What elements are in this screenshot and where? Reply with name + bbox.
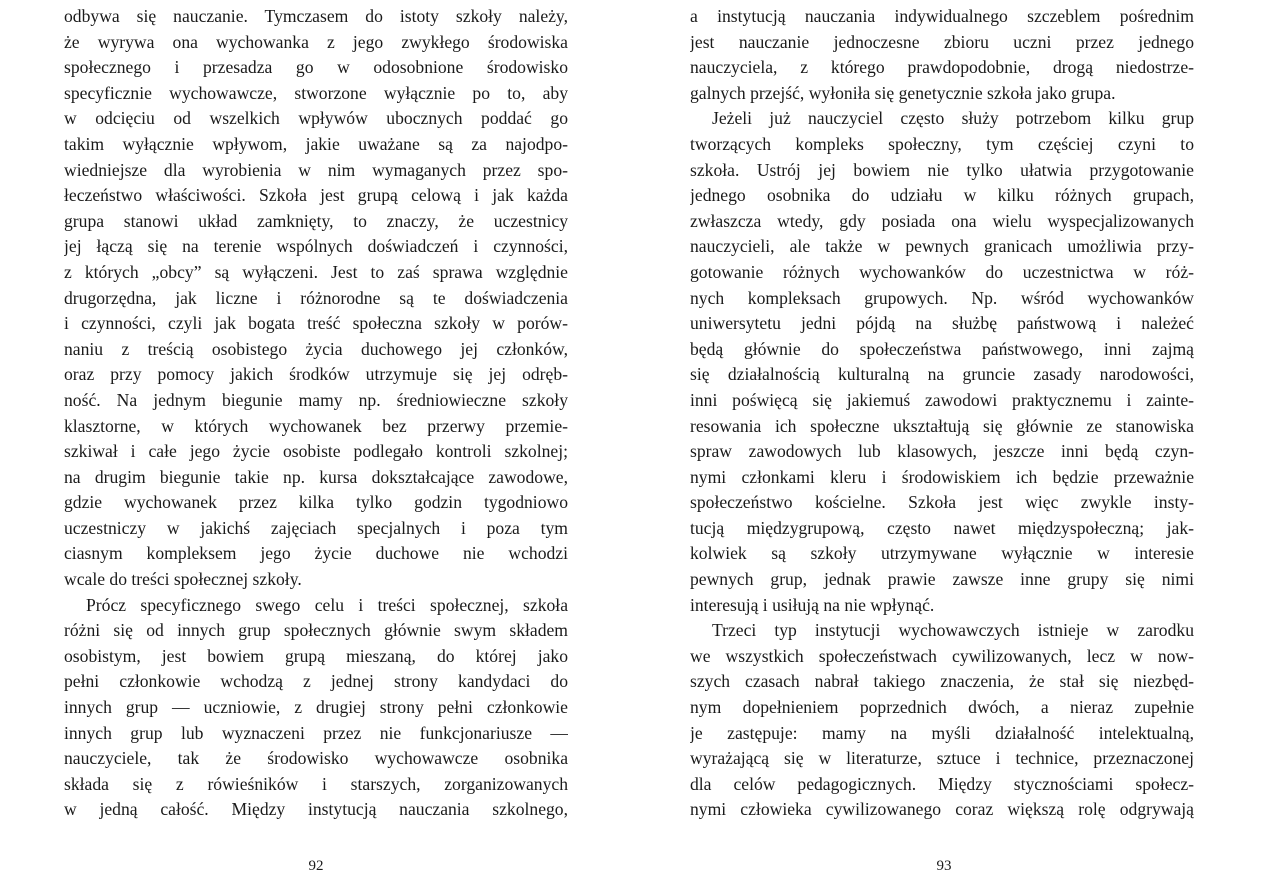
text-line: w jedną całość. Między instytucją nauczania szkolnego, bbox=[64, 799, 568, 820]
text-line: składa się z rówieśników i starszych, zorganizowanych bbox=[64, 773, 568, 794]
text-line: innych grup lub wyznaczeni przez nie funkcjonariusze — bbox=[64, 722, 568, 743]
text-line: ciasnym kompleksem jego życie duchowe nie wchodzi bbox=[64, 543, 568, 564]
text-line: i czynności, czyli jak bogata treść społeczna szkoły w porów- bbox=[64, 313, 568, 334]
right-page bbox=[632, 0, 1263, 893]
text-line: szkoła. Ustrój jej bowiem nie tylko ułatwia przygotowanie bbox=[690, 159, 1194, 180]
right-page-number: 93 bbox=[936, 858, 952, 874]
text-line: oraz przy pomocy jakich środków utrzymuje się jej odręb- bbox=[64, 364, 568, 385]
text-line: spraw zawodowych lub klasowych, jeszcze inni będą czyn- bbox=[690, 441, 1194, 462]
text-line: łeczeństwo właściwości. Szkoła jest grupą celową i jak każda bbox=[64, 185, 568, 206]
text-line: a instytucją nauczania indywidualnego szczeblem pośrednim bbox=[690, 6, 1194, 26]
text-line: nymi członkami kleru i środowiskiem ich będzie przeważnie bbox=[690, 466, 1194, 487]
text-line: na drugim biegunie takie np. kursa dokształcające zawodowe, bbox=[64, 466, 568, 487]
text-line: że wyrywa ona wychowanka z jego zwykłego środowiska bbox=[64, 31, 568, 52]
text-line: ność. Na jednym biegunie mamy np. średniowieczne szkoły bbox=[64, 389, 568, 410]
text-line: grupa stanowi układ zamknięty, to znaczy, że uczestnicy bbox=[64, 210, 568, 231]
text-line: z których „obcy” są wyłączeni. Jest to zaś sprawa względnie bbox=[64, 261, 568, 282]
text-line: jednego osobnika do udziału w kilku różnych grupach, bbox=[690, 185, 1194, 206]
text-line: Trzeci typ instytucji wychowawczych istnieje w zarodku bbox=[712, 620, 1194, 641]
text-line: uniwersytetu jedni pójdą na służbę państwową i należeć bbox=[690, 313, 1194, 334]
text-line: drugorzędna, jak liczne i różnorodne są te doświadczenia bbox=[64, 287, 568, 308]
text-line: osobistym, jest bowiem grupą mieszaną, do której jako bbox=[64, 645, 568, 666]
text-line: uczestniczy w jakichś zajęciach specjalnych i poza tym bbox=[64, 517, 568, 538]
text-line: takim wyłącznie wpływom, jakie uważane są za najodpo- bbox=[64, 133, 568, 154]
text-line: nauczycieli, ale także w pewnych granicach umożliwia przy- bbox=[690, 236, 1194, 257]
text-line: tworzących kompleks społeczny, tym częściej czyni to bbox=[690, 133, 1194, 154]
text-line: specyficznie wychowawcze, stworzone wyłącznie po to, aby bbox=[64, 82, 568, 103]
text-line: tucją międzygrupową, często nawet międzyspołeczną; jak- bbox=[690, 517, 1194, 538]
left-page-number: 92 bbox=[308, 858, 324, 874]
text-line: jest nauczanie jednoczesne zbioru uczni przez jednego bbox=[690, 31, 1194, 52]
text-line: różni się od innych grup społecznych głównie swym składem bbox=[64, 620, 568, 641]
text-line: wyrażającą się w literaturze, sztuce i technice, przeznaczonej bbox=[690, 748, 1194, 769]
text-line: Jeżeli już nauczyciel często służy potrzebom kilku grup bbox=[712, 108, 1194, 129]
text-line: szych czasach nabrał takiego znaczenia, że stał się niezbęd- bbox=[690, 671, 1194, 692]
text-line: nauczyciela, z którego prawdopodobnie, drogą niedostrze- bbox=[690, 57, 1194, 78]
text-line: je zastępuje: mamy na myśli działalność intelektualną, bbox=[690, 722, 1194, 743]
text-line: szkiwał i całe jego życie osobiste podlegało kontroli szkolnej; bbox=[64, 441, 568, 462]
text-line: klasztorne, w których wychowanek bez przerwy przemie- bbox=[64, 415, 568, 436]
text-line: społecznego i przesadza go w odosobnione środowisko bbox=[64, 57, 568, 78]
text-line: nauczyciele, tak że środowisko wychowawcze osobnika bbox=[64, 748, 568, 769]
text-line: interesują i usiłują na nie wpłynąć. bbox=[690, 594, 935, 615]
text-line: dla celów pedagogicznych. Między stycznościami społecz- bbox=[690, 773, 1194, 794]
text-line: wiedniejsze dla wyrobienia w nim wymaganych przez spo- bbox=[64, 159, 568, 180]
text-line: inni poświęcą się jakiemuś zawodowi praktycznemu i zainte- bbox=[690, 389, 1194, 410]
right-page-text bbox=[690, 4, 1194, 823]
left-page-text bbox=[64, 4, 568, 823]
text-line: odbywa się nauczanie. Tymczasem do istoty szkoły należy, bbox=[64, 6, 568, 26]
text-line: galnych przejść, wyłoniła się genetycznie szkoła jako grupa. bbox=[690, 82, 1116, 103]
text-line: naniu z treścią osobistego życia duchowego jej członków, bbox=[64, 338, 568, 359]
text-line: pewnych grup, jednak prawie zawsze inne grupy się nimi bbox=[690, 569, 1194, 590]
text-line: pełni członkowie wchodzą z jednej strony kandydaci do bbox=[64, 671, 568, 692]
text-line: kolwiek są szkoły utrzymywane wyłącznie w interesie bbox=[690, 543, 1194, 564]
text-line: się działalnością kulturalną na gruncie zasady narodowości, bbox=[690, 364, 1194, 385]
text-line: w odcięciu od wszelkich wpływów ubocznych poddać go bbox=[64, 108, 568, 129]
text-line: nym dopełnieniem poprzednich dwóch, a nieraz zupełnie bbox=[690, 697, 1194, 718]
text-line: gotowanie różnych wychowanków do uczestnictwa w róż- bbox=[690, 261, 1194, 282]
text-line: zwłaszcza wtedy, gdy posiada ona wielu wyspecjalizowanych bbox=[690, 210, 1194, 231]
text-line: nych kompleksach grupowych. Np. wśród wychowanków bbox=[690, 287, 1194, 308]
text-line: Prócz specyficznego swego celu i treści społecznej, szkoła bbox=[86, 594, 568, 615]
text-line: innych grup — uczniowie, z drugiej strony pełni członkowie bbox=[64, 697, 568, 718]
text-line: nymi człowieka cywilizowanego coraz większą rolę odgrywają bbox=[690, 799, 1194, 820]
text-line: we wszystkich społeczeństwach cywilizowanych, lecz w now- bbox=[690, 645, 1194, 666]
text-line: gdzie wychowanek przez kilka tylko godzin tygodniowo bbox=[64, 492, 568, 513]
text-line: jej łączą się na terenie wspólnych doświadczeń i czynności, bbox=[64, 236, 568, 257]
text-line: resowania ich społeczne ukształtują się głównie ze stanowiska bbox=[690, 415, 1194, 436]
text-line: będą głównie do społeczeństwa państwowego, inni zajmą bbox=[690, 338, 1194, 359]
text-line: społeczeństwo kościelne. Szkoła jest więc zwykle insty- bbox=[690, 492, 1194, 513]
text-line: wcale do treści społecznej szkoły. bbox=[64, 569, 302, 590]
